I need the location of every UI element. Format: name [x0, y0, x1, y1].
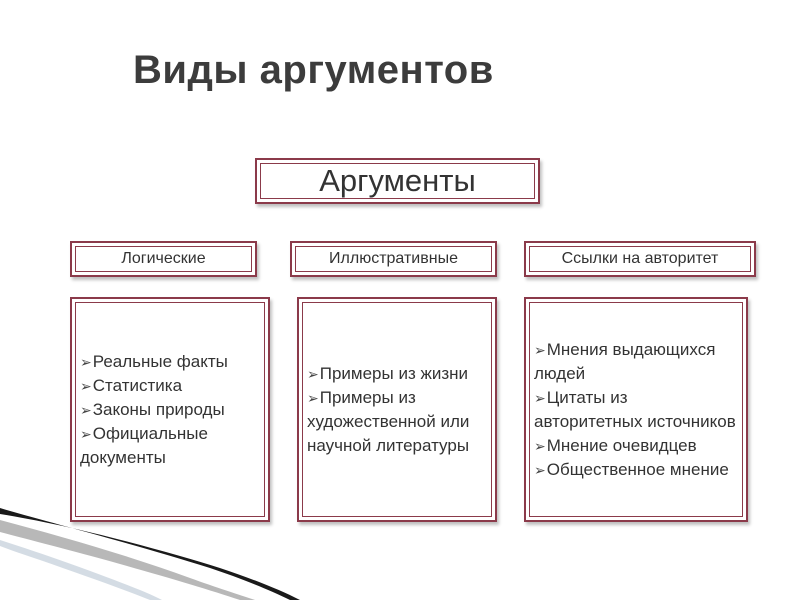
category-label: Иллюстративные [295, 246, 492, 272]
category-logical [70, 241, 257, 277]
arrow-bullet-icon: ➢ [80, 425, 92, 442]
list-item: ➢Примеры из художественной или научной литературы [307, 387, 470, 455]
item-list [534, 338, 736, 482]
item-list [307, 362, 485, 458]
list-item: ➢Цитаты из авторитетных источников [534, 387, 736, 431]
list-item: ➢Статистика [80, 375, 183, 395]
category-illustrative [290, 241, 497, 277]
root-box [255, 158, 540, 204]
panel-authority [524, 297, 748, 522]
arrow-bullet-icon: ➢ [534, 461, 546, 478]
category-label: Ссылки на авторитет [529, 246, 751, 272]
list-item: ➢Общественное мнение [534, 459, 729, 479]
arrow-bullet-icon: ➢ [307, 389, 319, 406]
arrow-bullet-icon: ➢ [534, 437, 546, 454]
list-item: ➢Мнения выдающихся людей [534, 339, 716, 383]
category-label: Логические [75, 246, 252, 272]
item-list [80, 350, 258, 470]
list-item: ➢Примеры из жизни [307, 363, 469, 383]
panel-logical [70, 297, 270, 522]
slide-title: Виды аргументов [133, 48, 494, 92]
list-item: ➢Законы природы [80, 399, 225, 419]
panel-illustrative [297, 297, 497, 522]
category-authority [524, 241, 756, 277]
list-item: ➢Реальные факты [80, 351, 228, 371]
arrow-bullet-icon: ➢ [80, 377, 92, 394]
list-item: ➢Мнение очевидцев [534, 435, 697, 455]
arrow-bullet-icon: ➢ [80, 353, 92, 370]
arrow-bullet-icon: ➢ [80, 401, 92, 418]
list-item: ➢Официальные документы [80, 423, 208, 467]
arrow-bullet-icon: ➢ [534, 389, 546, 406]
arrow-bullet-icon: ➢ [534, 341, 546, 358]
arrow-bullet-icon: ➢ [307, 365, 319, 382]
root-label: Аргументы [260, 163, 535, 199]
